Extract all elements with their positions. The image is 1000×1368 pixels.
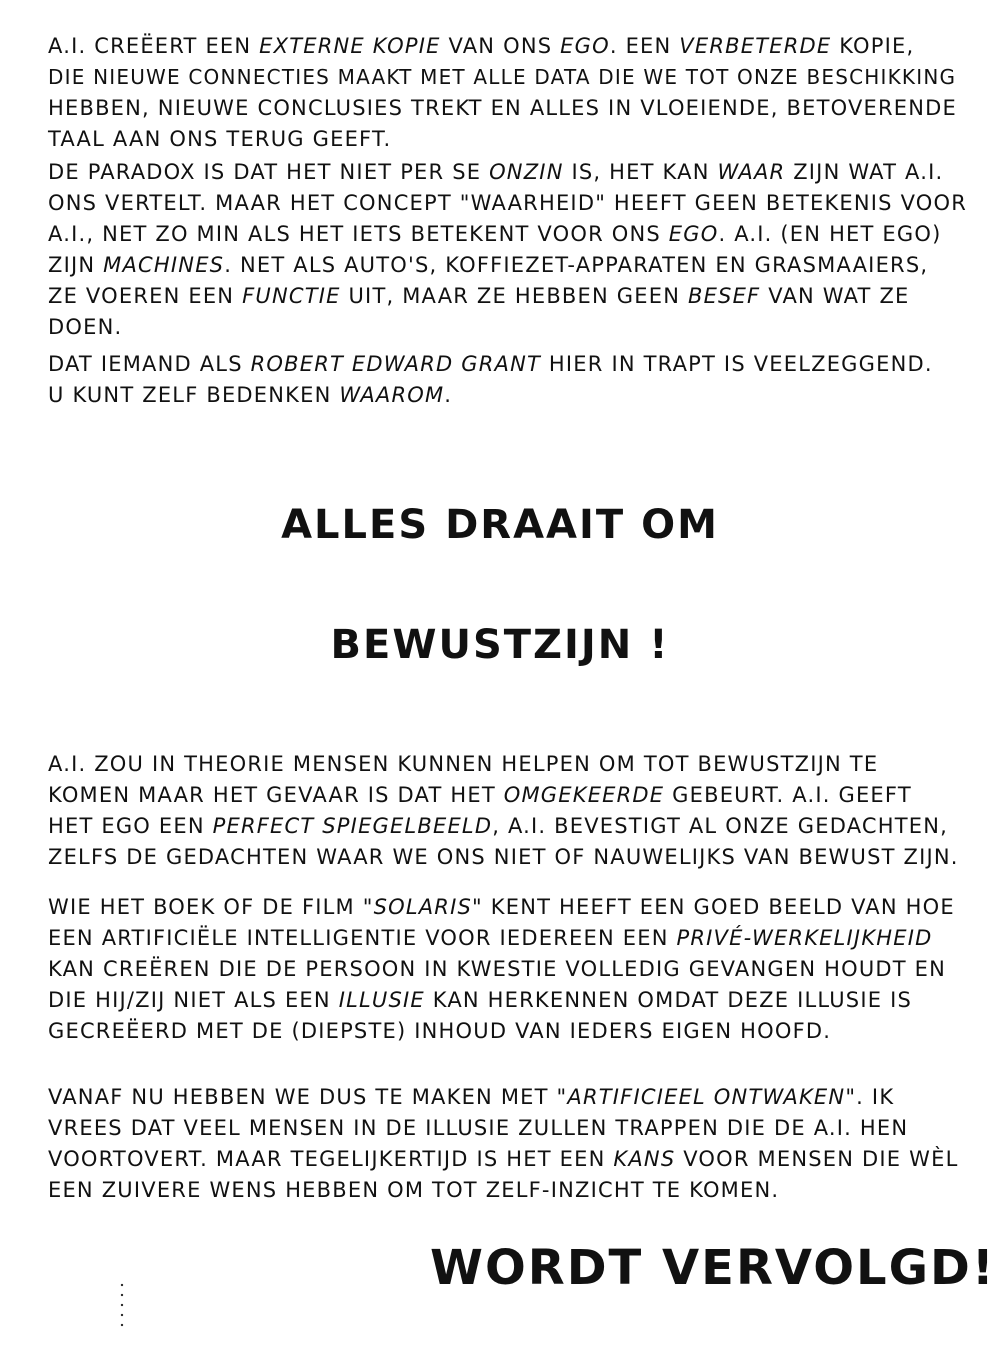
text-segment: ZIJN <box>48 253 104 277</box>
text-line <box>48 189 967 217</box>
emphasized-text: ARTIFICIEEL ONTWAKEN <box>567 1085 846 1109</box>
emphasized-text: PERFECT SPIEGELBEELD <box>212 814 493 838</box>
text-line <box>48 924 933 952</box>
text-line <box>48 843 959 871</box>
text-segment: DOEN. <box>48 315 123 339</box>
emphasized-text: WAAROM <box>339 383 445 407</box>
text-segment: IS, HET KAN <box>563 160 718 184</box>
emphasized-text: BESEF <box>687 284 761 308</box>
emphasized-text: ILLUSIE <box>338 988 425 1012</box>
emphasized-text: ONZIN <box>489 160 564 184</box>
text-line <box>48 94 957 122</box>
text-segment: ZELFS DE GEDACHTEN WAAR WE ONS NIET OF NAUWELIJKS VAN BEWUST ZIJN. <box>48 845 959 869</box>
text-segment: TAAL AAN ONS TERUG GEEFT. <box>48 127 392 151</box>
text-segment: HET EGO EEN <box>48 814 213 838</box>
text-line <box>48 125 391 153</box>
text-line <box>48 158 943 186</box>
text-segment: . NET ALS AUTO'S, KOFFIEZET-APPARATEN EN GRASMAAIERS, <box>224 253 929 277</box>
text-line <box>48 32 914 60</box>
text-segment: KAN HERKENNEN OMDAT DEZE ILLUSIE IS <box>424 988 912 1012</box>
text-line <box>48 251 928 279</box>
text-segment: , A.I. BEVESTIGT AL ONZE GEDACHTEN, <box>492 814 949 838</box>
emphasized-text: EGO <box>668 222 719 246</box>
text-segment: VAN WAT ZE <box>760 284 910 308</box>
emphasized-text: OMGEKEERDE <box>503 783 665 807</box>
text-segment: EEN ZUIVERE WENS HEBBEN OM TOT ZELF-INZICHT TE KOMEN. <box>48 1178 780 1202</box>
emphasized-text: ROBERT EDWARD GRANT <box>250 352 542 376</box>
headline-line-1: ALLES DRAAIT OM <box>281 502 719 548</box>
emphasized-text: KANS <box>613 1147 676 1171</box>
text-line <box>48 63 956 91</box>
text-line <box>48 1176 779 1204</box>
emphasized-text: EXTERNE KOPIE <box>259 34 441 58</box>
footer-text: WORDT VERVOLGD! <box>430 1240 996 1296</box>
text-segment: A.I. ZOU IN THEORIE MENSEN KUNNEN HELPEN OM TOT BEWUSTZIJN TE <box>48 752 879 776</box>
text-segment: KOMEN MAAR HET GEVAAR IS DAT HET <box>48 783 504 807</box>
text-segment: DAT IEMAND ALS <box>48 352 251 376</box>
text-line <box>48 893 955 921</box>
text-line <box>48 986 912 1014</box>
text-line <box>48 282 910 310</box>
text-segment: A.I., NET ZO MIN ALS HET IETS BETEKENT VOOR ONS <box>48 222 669 246</box>
text-line <box>48 1083 894 1111</box>
text-line <box>48 1145 958 1173</box>
text-segment: DE PARADOX IS DAT HET NIET PER SE <box>48 160 490 184</box>
text-segment: GECREËERD MET DE (DIEPSTE) INHOUD VAN IEDERS EIGEN HOOFD. <box>48 1019 832 1043</box>
text-segment: " KENT HEEFT EEN GOED BEELD VAN HOE <box>472 895 955 919</box>
text-segment: ZIJN WAT A.I. <box>785 160 944 184</box>
text-segment: DIE HIJ/ZIJ NIET ALS EEN <box>48 988 339 1012</box>
text-segment: DIE NIEUWE CONNECTIES MAAKT MET ALLE DATA DIE WE TOT ONZE BESCHIKKING <box>48 65 957 89</box>
emphasized-text: EGO <box>560 34 610 58</box>
emphasized-text: VERBETERDE <box>679 34 832 58</box>
emphasized-text: SOLARIS <box>373 895 473 919</box>
dotted-mark <box>120 1280 124 1330</box>
text-segment: KOPIE, <box>831 34 915 58</box>
headline-line-2: BEWUSTZIJN ! <box>330 622 670 668</box>
text-line <box>48 781 912 809</box>
text-segment: HIER IN TRAPT IS VEELZEGGEND. <box>541 352 933 376</box>
text-segment: . EEN <box>609 34 680 58</box>
text-segment: VOORTOVERT. MAAR TEGELIJKERTIJD IS HET EEN <box>48 1147 614 1171</box>
emphasized-text: PRIVÉ-WERKELIJKHEID <box>676 926 933 950</box>
text-segment: GEBEURT. A.I. GEEFT <box>664 783 912 807</box>
text-segment: UIT, MAAR ZE HEBBEN GEEN <box>340 284 688 308</box>
text-segment: VANAF NU HEBBEN WE DUS TE MAKEN MET " <box>48 1085 568 1109</box>
text-line <box>48 955 946 983</box>
emphasized-text: FUNCTIE <box>242 284 341 308</box>
text-segment: KAN CREËREN DIE DE PERSOON IN KWESTIE VOLLEDIG GEVANGEN HOUDT EN <box>48 957 947 981</box>
text-line <box>48 812 948 840</box>
text-segment: ONS VERTELT. MAAR HET CONCEPT "WAARHEID" HEEFT GEEN BETEKENIS VOOR <box>48 191 968 215</box>
text-segment: VOOR MENSEN DIE WÈL <box>675 1147 959 1171</box>
text-line <box>48 1017 831 1045</box>
text-segment: HEBBEN, NIEUWE CONCLUSIES TREKT EN ALLES IN VLOEIENDE, BETOVERENDE <box>48 96 958 120</box>
emphasized-text: MACHINES <box>103 253 225 277</box>
text-segment: U KUNT ZELF BEDENKEN <box>48 383 340 407</box>
text-segment: EEN ARTIFICIËLE INTELLIGENTIE VOOR IEDEREEN EEN <box>48 926 677 950</box>
text-line <box>48 750 878 778</box>
text-segment: ". IK <box>845 1085 895 1109</box>
text-segment: VAN ONS <box>440 34 561 58</box>
text-segment: A.I. CREËERT EEN <box>48 34 260 58</box>
text-line <box>48 350 933 378</box>
text-line <box>48 1114 908 1142</box>
emphasized-text: WAAR <box>717 160 786 184</box>
text-line <box>48 220 942 248</box>
text-segment: VREES DAT VEEL MENSEN IN DE ILLUSIE ZULLEN TRAPPEN DIE DE A.I. HEN <box>48 1116 909 1140</box>
text-segment: . <box>444 383 453 407</box>
text-segment: WIE HET BOEK OF DE FILM " <box>48 895 374 919</box>
text-line <box>48 381 452 409</box>
text-line <box>48 313 122 341</box>
text-segment: ZE VOEREN EEN <box>48 284 243 308</box>
text-segment: . A.I. (EN HET EGO) <box>718 222 942 246</box>
